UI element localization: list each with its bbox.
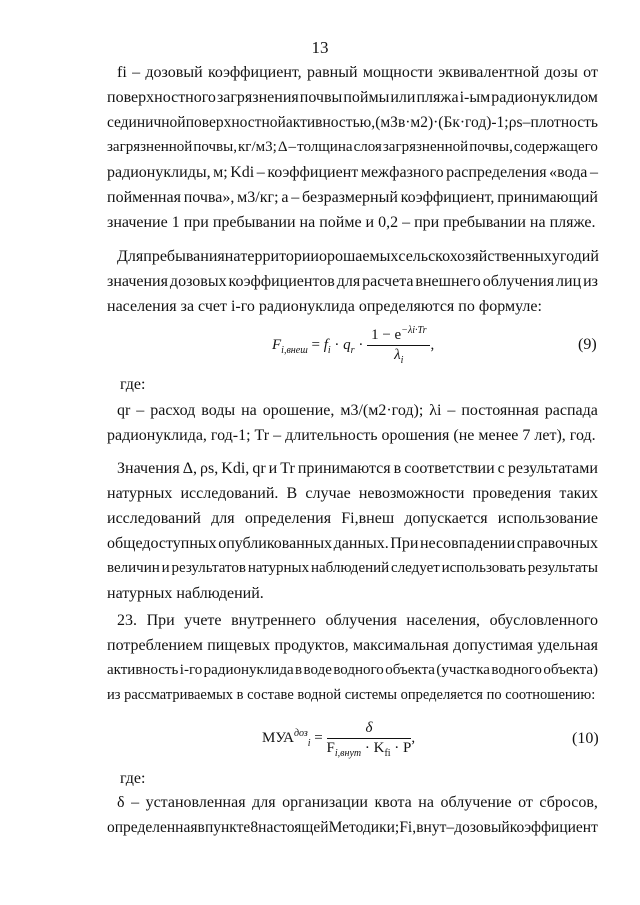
- formula-symbol: МУА: [262, 729, 294, 746]
- text-line: величин и результатов натурных наблюдений следует использовать результаты: [107, 560, 598, 576]
- text-line: пойменная почва», м3/кг; a – безразмерный коэффициент, принимающий: [107, 189, 598, 206]
- formula-symbol: f: [323, 336, 328, 353]
- formula-superscript: −λi·Tr: [401, 325, 427, 336]
- formula-numerator: δ: [365, 720, 373, 736]
- page-number: 13: [311, 38, 329, 57]
- formula-symbol: q: [343, 336, 351, 353]
- text-line: δ – установленная для организации квота на облучение от сбросов,: [117, 794, 598, 811]
- text-line: натурных наблюдений.: [107, 585, 264, 602]
- text-line: из рассматриваемых в составе водной системы определяется по соотношению:: [107, 687, 596, 703]
- formula-subscript: i: [400, 355, 404, 366]
- paragraph-values: [107, 456, 598, 606]
- text-line: определенная в пункте 8 настоящей Методики; Fi, внут – дозовый коэффициент: [107, 819, 598, 836]
- formula-denominator: λ: [394, 347, 401, 363]
- text-line: значение 1 при пребывании на пойме и 0,2 – при пребывании на пляже.: [107, 214, 596, 231]
- text-line: натурных исследований. В случае невозможности проведения таких: [107, 485, 598, 502]
- formula-fraction: [327, 720, 412, 757]
- where-label: где:: [120, 770, 146, 787]
- paragraph-dose-coefficient: [107, 60, 598, 235]
- where-label: где:: [120, 376, 146, 393]
- text-line: радионуклиды, м; Kdi – коэффициент межфазного распределения «вода –: [107, 164, 598, 181]
- text-line: Значения Δ, ρs, Kdi, qr и Tr принимаются в соответствии с результатами: [117, 460, 598, 477]
- formula-9: $F_{i,внеш} = f_i \cdot q_r$ · $\frac{1 - e^{-\lambda i\cdot Tr}}{\lambda_i}$ ,: [272, 325, 435, 366]
- formula-fraction: [367, 327, 430, 364]
- text-line: общедоступных опубликованных данных. При несовпадении справочных: [107, 535, 598, 552]
- text-line: qr – расход воды на орошение, м3/(м2·год); λi – постоянная распада: [117, 402, 598, 419]
- formula-comma: ,: [430, 336, 435, 353]
- formula-numerator: 1 − e: [371, 327, 402, 343]
- text-line: радионуклида, год-1; Tr – длительность орошения (не менее 7 лет), год.: [107, 427, 596, 444]
- text-line: Для пребывания на территории орошаемых сельскохозяйственных угодий: [117, 248, 599, 265]
- paragraph-quota: [107, 790, 598, 840]
- formula-subscript: i: [327, 344, 331, 356]
- equation-number-9: (9): [578, 336, 597, 353]
- formula-denominator: F: [326, 740, 335, 756]
- formula-10: [262, 720, 415, 757]
- formula-comma: ,: [411, 729, 416, 746]
- formula-denominator: · K: [361, 740, 385, 756]
- text-line: активность i-го радионуклида в воде водного объекта (участка водного объекта): [107, 662, 598, 678]
- text-line: загрязненной почвы, кг/м3; Δ – толщина слоя загрязненной почвы, содержащего: [107, 139, 598, 155]
- formula-symbol: F: [272, 336, 282, 353]
- paragraph-irrigated-lands: [107, 244, 598, 319]
- formula-denominator: · P: [390, 740, 412, 756]
- formula-subscript: i: [307, 737, 311, 749]
- text-line: населения за счет i-го радионуклида определяются по формуле:: [107, 298, 542, 315]
- formula-equals: =: [310, 729, 327, 746]
- formula-subscript: r: [350, 344, 355, 356]
- text-line: с единичной поверхностной активностью, (мЗв·м2)·(Бк·год)-1; ρs – плотность: [107, 114, 598, 131]
- paragraph-item-23: [107, 608, 598, 708]
- text-line: 23. При учете внутреннего облучения населения, обусловленного: [117, 612, 598, 629]
- formula-subscript: fi: [384, 748, 391, 759]
- formula-subscript: i,внеш: [281, 344, 308, 356]
- equation-number-10: (10): [572, 730, 599, 747]
- paragraph-irrigation-params: [107, 398, 598, 448]
- text-line: потреблением пищевых продуктов, максимальная допустимая удельная: [107, 637, 598, 654]
- formula-superscript: доз: [293, 727, 308, 739]
- text-line: значения дозовых коэффициентов для расчета внешнего облучения лиц из: [107, 273, 598, 290]
- formula-subscript: i,внут: [334, 748, 362, 759]
- text-line: исследований для определения Fi,внеш допускается использование: [107, 510, 598, 527]
- text-line: fi – дозовый коэффициент, равный мощности эквивалентной дозы от: [117, 64, 598, 81]
- text-line: поверхностного загрязнения почвы поймы или пляжа i-ым радионуклидом: [107, 89, 598, 106]
- formula-equals: =: [307, 336, 324, 353]
